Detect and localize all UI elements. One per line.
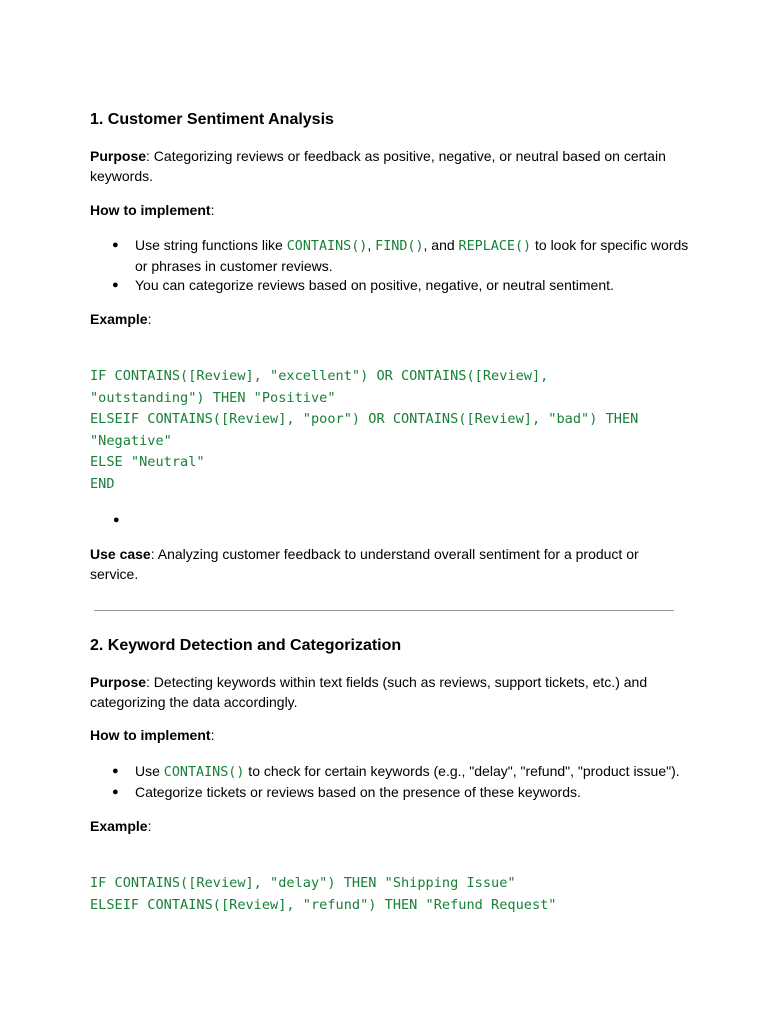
usecase-text: : Analyzing customer feedback to understand overall sentiment for a product or service. [90, 546, 639, 582]
purpose-text: : Categorizing reviews or feedback as positive, negative, or neutral based on certain keywords. [90, 148, 666, 184]
section-2-bullets [90, 762, 690, 802]
section-1-purpose [90, 147, 690, 186]
section-1-how-to [90, 201, 690, 221]
inline-code: CONTAINS() [163, 765, 245, 780]
purpose-label: Purpose [90, 674, 147, 690]
example-label: Example [90, 818, 148, 834]
example-suffix: : [147, 311, 152, 327]
section-1-use-case [90, 545, 690, 584]
purpose-text: : Detecting keywords within text fields (such as reviews, support tickets, etc.) and categorizing the data accordingly. [90, 674, 648, 710]
inline-code: REPLACE() [458, 239, 532, 254]
inline-code: CONTAINS() [286, 239, 368, 254]
bullet-text: , and [423, 237, 459, 253]
section-2-example-label [90, 817, 690, 837]
list-item [90, 762, 690, 783]
inline-code: FIND() [375, 239, 424, 254]
bullet-text: to check for certain keywords (e.g., "delay", "refund", "product issue"). [244, 763, 680, 779]
how-suffix: : [210, 202, 215, 218]
how-label: How to implement [90, 727, 211, 743]
horizontal-rule [94, 610, 674, 611]
section-1-example-label [90, 310, 690, 330]
section-2-title: 2. Keyword Detection and Categorization [90, 637, 402, 654]
empty-bullet: ● [113, 514, 120, 526]
section-2-purpose [90, 673, 690, 712]
bullet-text: Use string functions like [135, 237, 287, 253]
section-2-how-to [90, 726, 690, 746]
example-label: Example [90, 311, 148, 327]
purpose-label: Purpose [90, 148, 147, 164]
section-1-code-block: IF CONTAINS([Review], "excellent") OR CONTAINS([Review], "outstanding") THEN "Positive" ELSEIF CONTAINS([Review], "poor") OR CONTAINS([Review], "bad") THEN "Negative" ELSE "Neutral" END [90, 368, 639, 492]
how-suffix: : [210, 727, 215, 743]
bullet-text: Use [135, 763, 164, 779]
section-2-code-block: IF CONTAINS([Review], "delay") THEN "Shipping Issue" ELSEIF CONTAINS([Review], "refund") THEN "Refund Request" [90, 875, 557, 913]
section-1-bullets [90, 236, 690, 296]
list-item [90, 236, 690, 276]
usecase-label: Use case [90, 546, 151, 562]
example-suffix: : [147, 818, 152, 834]
bullet-text: , [367, 237, 376, 253]
bullet-text: to look for specific words or phrases in customer reviews. [135, 237, 689, 274]
how-label: How to implement [90, 202, 211, 218]
list-item: ● You can categorize reviews based on positive, negative, or neutral sentiment. [90, 276, 690, 296]
list-item: ● Categorize tickets or reviews based on the presence of these keywords. [90, 783, 690, 803]
section-1-title: 1. Customer Sentiment Analysis [90, 111, 334, 128]
